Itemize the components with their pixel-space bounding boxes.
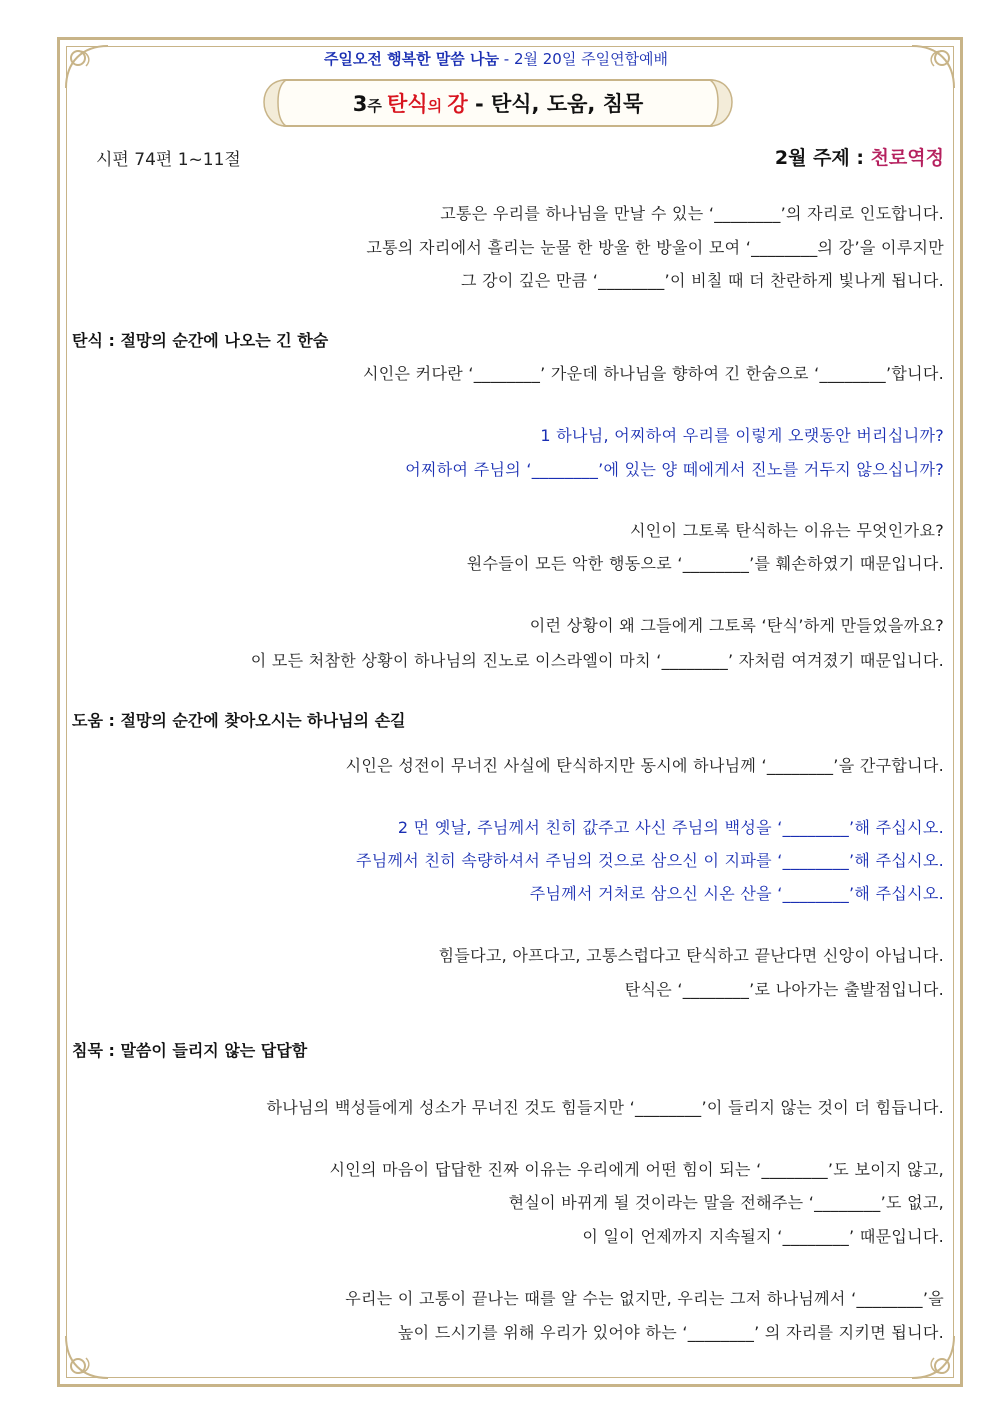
body-line: 힘들다고, 아프다고, 고통스럽다고 탄식하고 끝난다면 신앙이 아닙니다.	[438, 946, 944, 965]
service-header	[0, 48, 992, 69]
corner-ornament-icon	[62, 1332, 112, 1382]
body-line: 시인은 성전이 무너진 사실에 탄식하지만 동시에 하나님께 ‘________’을 간구합니다.	[345, 756, 944, 775]
verse-line: 2 먼 옛날, 주님께서 친히 값주고 사신 주님의 백성을 ‘________’해 주십시오.	[397, 818, 944, 837]
monthly-theme	[775, 143, 944, 170]
service-name: 주일오전 행복한 말씀 나눔	[323, 50, 499, 68]
section-heading-lament: 탄식 : 절망의 순간에 나오는 긴 한숨	[72, 331, 329, 350]
title-highlight-a: 탄식	[387, 92, 428, 116]
intro-line: 고통의 자리에서 흘리는 눈물 한 방울 한 방울이 모여 ‘________의 강’을 이루지만	[366, 238, 944, 257]
page-title	[258, 88, 738, 118]
body-line: 이 모든 처참한 상황이 하나님의 진노로 이스라엘이 마치 ‘________’ 자처럼 여겨졌기 때문입니다.	[250, 651, 944, 670]
section-heading-silence: 침묵 : 말씀이 들리지 않는 답답함	[72, 1041, 308, 1060]
theme-label: 2월 주제 :	[774, 147, 871, 169]
title-rest: - 탄식, 도움, 침묵	[467, 92, 644, 116]
scripture-reference: 시편 74편 1~11절	[96, 150, 241, 170]
body-line: 원수들이 모든 악한 행동으로 ‘________’를 훼손하였기 때문입니다.	[466, 554, 944, 573]
theme-value: 천로역정	[870, 147, 944, 169]
section-heading-help: 도움 : 절망의 순간에 찾아오시는 하나님의 손길	[72, 711, 406, 730]
intro-line: 그 강이 깊은 만큼 ‘________’이 비칠 때 더 찬란하게 빛나게 됩니다.	[460, 271, 944, 290]
body-line: 우리는 이 고통이 끝나는 때를 알 수는 없지만, 우리는 그저 하나님께서 ‘________’을	[345, 1289, 944, 1308]
title-highlight-b: 강	[447, 92, 468, 116]
body-line: 현실이 바뀌게 될 것이라는 말을 전해주는 ‘________’도 없고,	[508, 1193, 944, 1212]
body-line: 시인이 그토록 탄식하는 이유는 무엇인가요?	[630, 521, 944, 540]
body-line: 시인의 마음이 답답한 진짜 이유는 우리에게 어떤 힘이 되는 ‘________’도 보이지 않고,	[329, 1160, 944, 1179]
service-date: 2월 20일 주일연합예배	[513, 50, 669, 68]
intro-line: 고통은 우리를 하나님을 만날 수 있는 ‘________’의 자리로 인도합니다.	[440, 204, 944, 223]
verse-line: 어찌하여 주님의 ‘________’에 있는 양 떼에게서 진노를 거두지 않으십니까?	[405, 460, 944, 479]
body-line: 탄식은 ‘________’로 나아가는 출발점입니다.	[624, 980, 944, 999]
title-particle: 의	[427, 97, 448, 115]
verse-line: 주님께서 거처로 삼으신 시온 산을 ‘________’해 주십시오.	[529, 884, 944, 903]
verse-line: 주님께서 친히 속량하셔서 주님의 것으로 삼으신 이 지파를 ‘________’해 주십시오.	[356, 851, 944, 870]
body-line: 이 일이 언제까지 지속될지 ‘________’ 때문입니다.	[582, 1227, 944, 1246]
title-week: 3	[352, 92, 368, 116]
title-week-unit: 주	[367, 97, 388, 115]
body-line: 하나님의 백성들에게 성소가 무너진 것도 힘들지만 ‘________’이 들리지 않는 것이 더 힘듭니다.	[266, 1098, 944, 1117]
verse-line: 1 하나님, 어찌하여 우리를 이렇게 오랫동안 버리십니까?	[540, 426, 944, 445]
body-line: 시인은 커다란 ‘________’ 가운데 하나님을 향하여 긴 한숨으로 ‘________’합니다.	[363, 364, 944, 383]
body-line: 이런 상황이 왜 그들에게 그토록 ‘탄식’하게 만들었을까요?	[529, 616, 944, 635]
body-line: 높이 드시기를 위해 우리가 있어야 하는 ‘________’ 의 자리를 지키면 됩니다.	[397, 1323, 944, 1342]
header-separator: -	[499, 50, 514, 68]
